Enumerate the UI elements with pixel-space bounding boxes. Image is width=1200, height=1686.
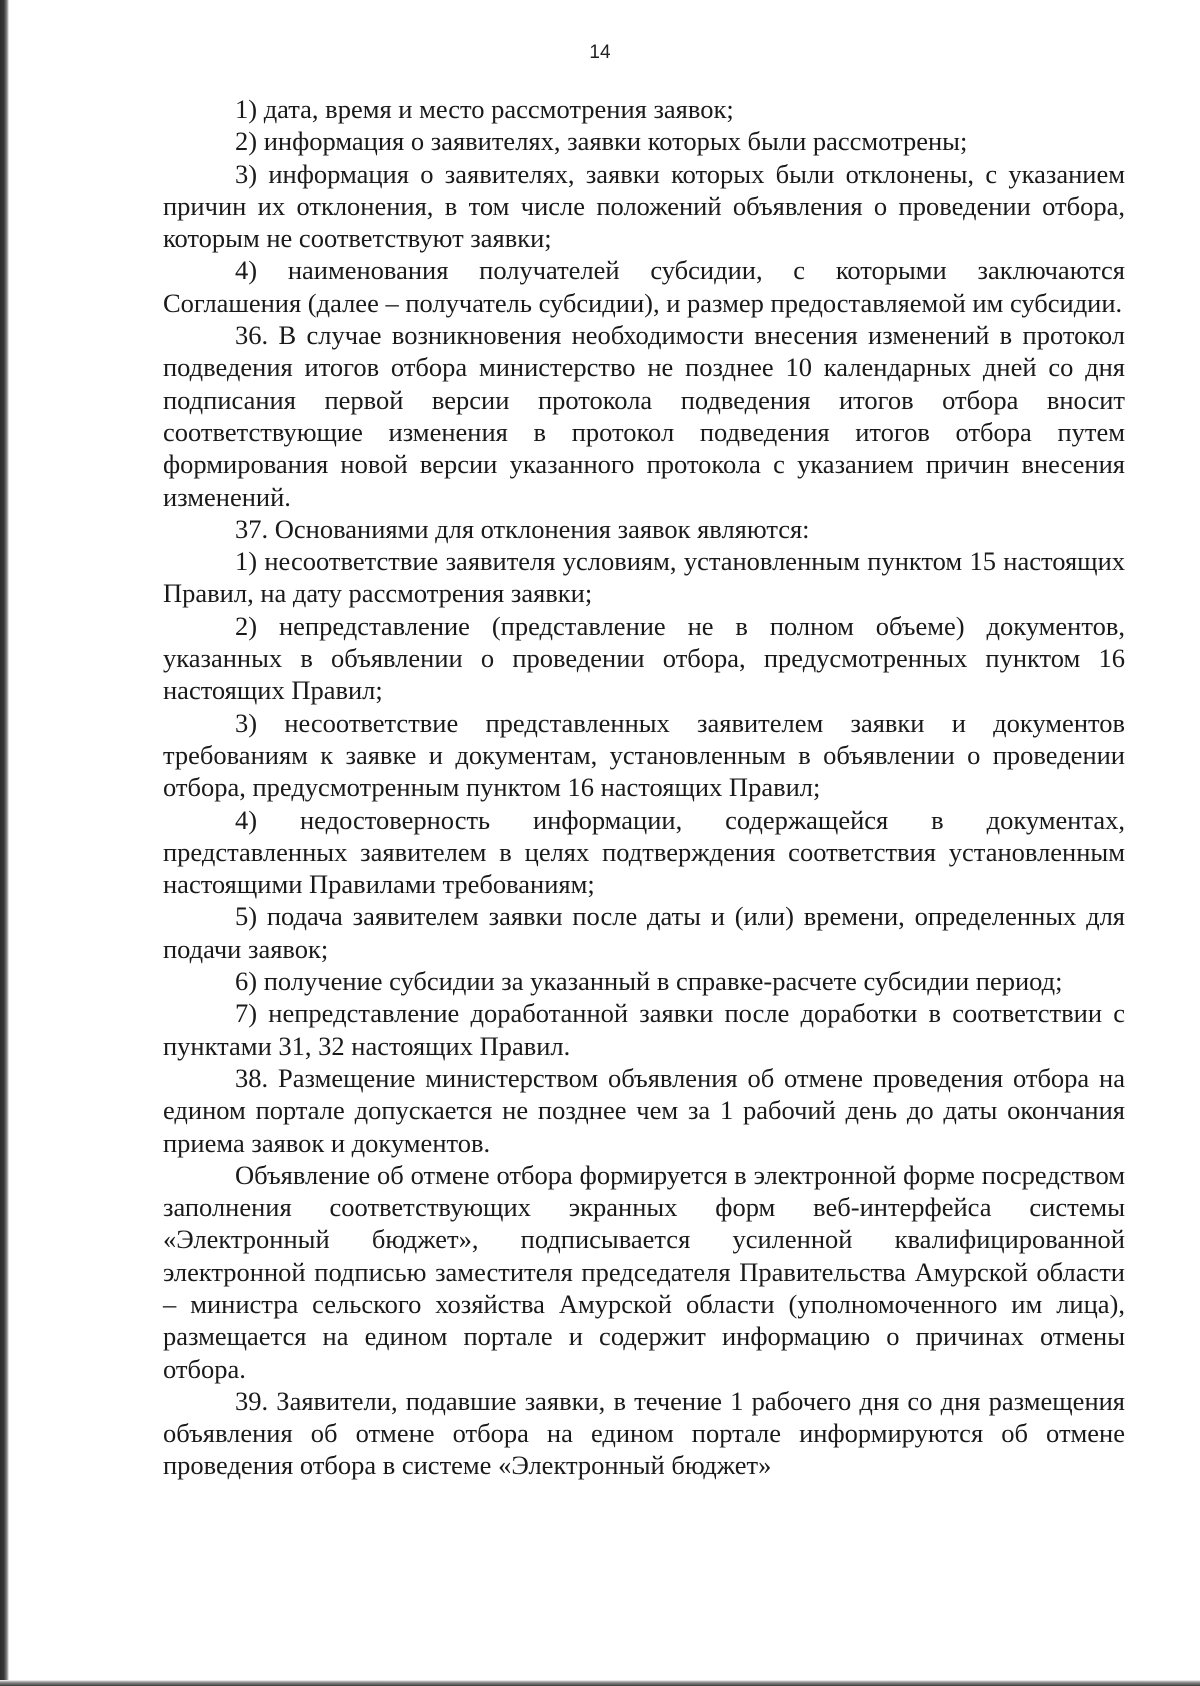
paragraph-ground-6: 6) получение субсидии за указанный в справке-расчете субсидии период; [235, 966, 1063, 997]
paragraph-ground-2: 2) непредставление (представление не в полном объеме) документов, указанных в объявлении о проведении отбора, предусмотренных пунктом 16 настоящих Правил; [163, 610, 1125, 706]
paragraph-clause-37: 37. Основаниями для отклонения заявок являются: [235, 513, 810, 544]
paragraph-ground-4: 4) недостоверность информации, содержащейся в документах, представленных заявителем в целях подтверждения соответствия установленным настоящими Правилами требованиям; [163, 804, 1125, 900]
paragraph-ground-5: 5) подача заявителем заявки после даты и (или) времени, определенных для подачи заявок; [163, 901, 1125, 964]
paragraph-item-4-subsidy-recipients: 4) наименования получателей субсидии, с которыми заключаются Соглашения (далее – получатель субсидии), и размер предоставляемой им субсидии. [163, 255, 1125, 318]
paragraph-item-3-rejected-applicants: 3) информация о заявителях, заявки которых были отклонены, с указанием причин их отклонения, в том числе положений объявления о проведении отбора, которым не соответствуют заявки; [163, 158, 1125, 254]
page-number: 14 [589, 42, 611, 63]
scan-edge-left [0, 0, 9, 1686]
paragraph-ground-7: 7) непредставление доработанной заявки после доработки в соответствии с пунктами 31, 32 настоящих Правил. [163, 998, 1125, 1061]
paragraph-clause-38: 38. Размещение министерством объявления об отмене проведения отбора на едином портале допускается не позднее чем за 1 рабочий день до даты окончания приема заявок и документов. [163, 1062, 1125, 1158]
paragraph-item-2-reviewed-applicants: 2) информация о заявителях, заявки которых были рассмотрены; [235, 126, 968, 157]
paragraph-ground-1: 1) несоответствие заявителя условиям, установленным пунктом 15 настоящих Правил, на дату рассмотрения заявки; [163, 546, 1125, 609]
paragraph-clause-36: 36. В случае возникновения необходимости внесения изменений в протокол подведения итогов отбора министерство не позднее 10 календарных дней со дня подписания первой версии протокола подведения итогов отбора вносит соответствующие изменения в протокол подведения итогов отбора путем формирования новой версии указанного протокола с указанием причин внесения изменений. [163, 320, 1125, 512]
document-body [163, 93, 1125, 1482]
paragraph-item-1-date-time-place: 1) дата, время и место рассмотрения заявок; [235, 94, 734, 124]
paragraph-clause-39: 39. Заявители, подавшие заявки, в течение 1 рабочего дня со дня размещения объявления об отмене отбора на едином портале информируются об отмене проведения отбора в системе «Электронный бюджет» [163, 1385, 1125, 1481]
paragraph-cancellation-notice: Объявление об отмене отбора формируется в электронной форме посредством заполнения соответствующих экранных форм веб-интерфейса системы «Электронный бюджет», подписывается усиленной квалифицированной электронной подписью заместителя председателя Правительства Амурской области – министра сельского хозяйства Амурской области (уполномоченного им лица), размещается на едином портале и содержит информацию о причинах отмены отбора. [163, 1159, 1125, 1384]
paragraph-ground-3: 3) несоответствие представленных заявителем заявки и документов требованиям к заявке и документам, установленным в объявлении о проведении отбора, предусмотренным пунктом 16 настоящих Правил; [163, 707, 1125, 803]
scan-edge-bottom [0, 1680, 1200, 1686]
